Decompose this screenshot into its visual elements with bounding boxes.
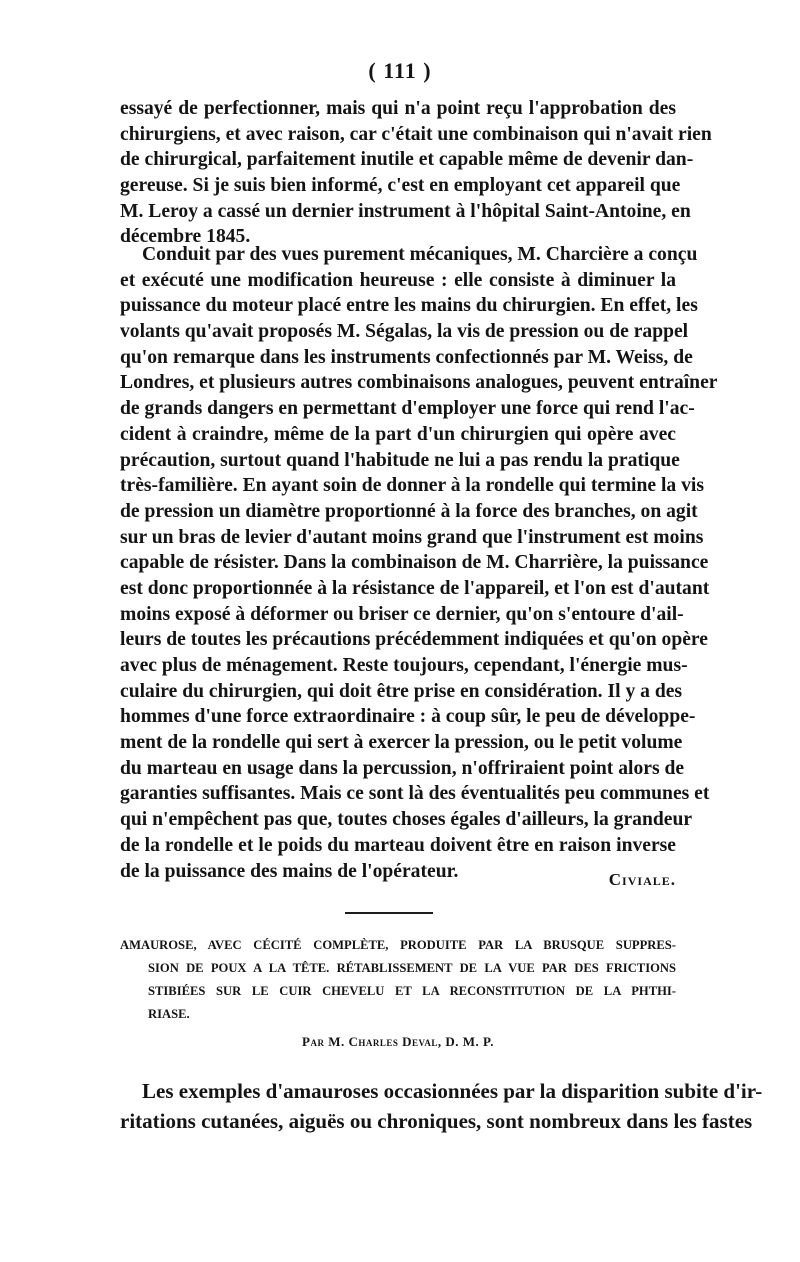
text-line: de chirurgical, parfaitement inutile et capable même de devenir dan- [120,149,694,171]
paragraph-main [120,242,718,884]
text-line: Les exemples d'amauroses occasionnées par la disparition subite d'ir- [142,1079,763,1103]
text-line: moins exposé à déformer ou briser ce dernier, qu'on s'entoure d'ail- [120,603,684,625]
author-signature: Civiale. [608,870,676,889]
article-author: Par M. Charles Deval, D. M. P. [302,1034,494,1049]
text-line: volants qu'avait proposés M. Ségalas, la vis de pression ou de rappel [120,321,689,343]
text-line: M. Leroy a cassé un dernier instrument à l'hôpital Saint-Antoine, en [120,200,691,222]
text-line: du marteau en usage dans la percussion, n'offriraient point alors de [120,757,685,779]
article-opening [120,1076,763,1136]
text-line: est donc proportionnée à la résistance de l'appareil, et l'on est d'autant [120,577,710,599]
text-line: garanties suffisantes. Mais ce sont là des éventualités peu communes et [120,783,710,805]
text-line: sur un bras de levier d'autant moins grand que l'instrument est moins [120,526,704,548]
text-line: hommes d'une force extraordinaire : à coup sûr, le peu de développe- [120,706,696,728]
text-line: décembre 1845. [120,226,251,248]
text-line: leurs de toutes les précautions précédemment indiquées et qu'on opère [120,629,708,651]
title-line: RIASE. [148,1007,190,1021]
title-line: SION DE POUX A LA TÊTE. RÉTABLISSEMENT DE LA VUE PAR DES FRICTIONS [148,961,676,975]
text-line: ment de la rondelle qui sert à exercer la pression, ou le petit volume [120,732,683,754]
article-title [120,934,676,1026]
title-line: AMAUROSE, AVEC CÉCITÉ COMPLÈTE, PRODUITE PAR LA BRUSQUE SUPPRES- [120,938,676,952]
text-line: gereuse. Si je suis bien informé, c'est en employant cet appareil que [120,175,681,197]
text-line: de la rondelle et le poids du marteau doivent être en raison inverse [120,834,676,856]
text-line: de la puissance des mains de l'opérateur. [120,860,459,882]
text-line: qu'on remarque dans les instruments confectionnés par M. Weiss, de [120,346,693,368]
text-line: puissance du moteur placé entre les mains du chirurgien. En effet, les [120,295,698,317]
page-number: ( 111 ) [368,58,432,83]
text-line: de grands dangers en permettant d'employer une force qui rend l'ac- [120,398,695,420]
text-line: culaire du chirurgien, qui doit être prise en considération. Il y a des [120,680,683,702]
text-line: très-familière. En ayant soin de donner à la rondelle qui termine la vis [120,475,704,497]
text-line: Londres, et plusieurs autres combinaisons analogues, peuvent entraîner [120,372,718,394]
text-line: et exécuté une modification heureuse : elle consiste à diminuer la [120,269,676,291]
paragraph-continuation [120,96,712,250]
text-line: de pression un diamètre proportionné à la force des branches, on agit [120,500,698,522]
text-line: ritations cutanées, aiguës ou chroniques, sont nombreux dans les fastes [120,1109,753,1133]
text-line: capable de résister. Dans la combinaison de M. Charrière, la puissance [120,552,709,574]
text-line: précaution, surtout quand l'habitude ne lui a pas rendu la pratique [120,449,680,471]
text-line: chirurgiens, et avec raison, car c'était une combinaison qui n'avait rien [120,123,712,145]
text-line: cident à craindre, même de la part d'un chirurgien qui opère avec [120,423,676,445]
title-line: STIBIÉES SUR LE CUIR CHEVELU ET LA RECONSTITUTION DE LA PHTHI- [148,984,676,998]
text-line: avec plus de ménagement. Reste toujours, cependant, l'énergie mus- [120,655,688,676]
text-line: essayé de perfectionner, mais qui n'a point reçu l'approbation des [120,98,676,119]
section-divider [345,912,433,914]
text-line: Conduit par des vues purement mécaniques, M. Charcière a conçu [142,244,698,265]
text-line: qui n'empêchent pas que, toutes choses égales d'ailleurs, la grandeur [120,809,693,831]
